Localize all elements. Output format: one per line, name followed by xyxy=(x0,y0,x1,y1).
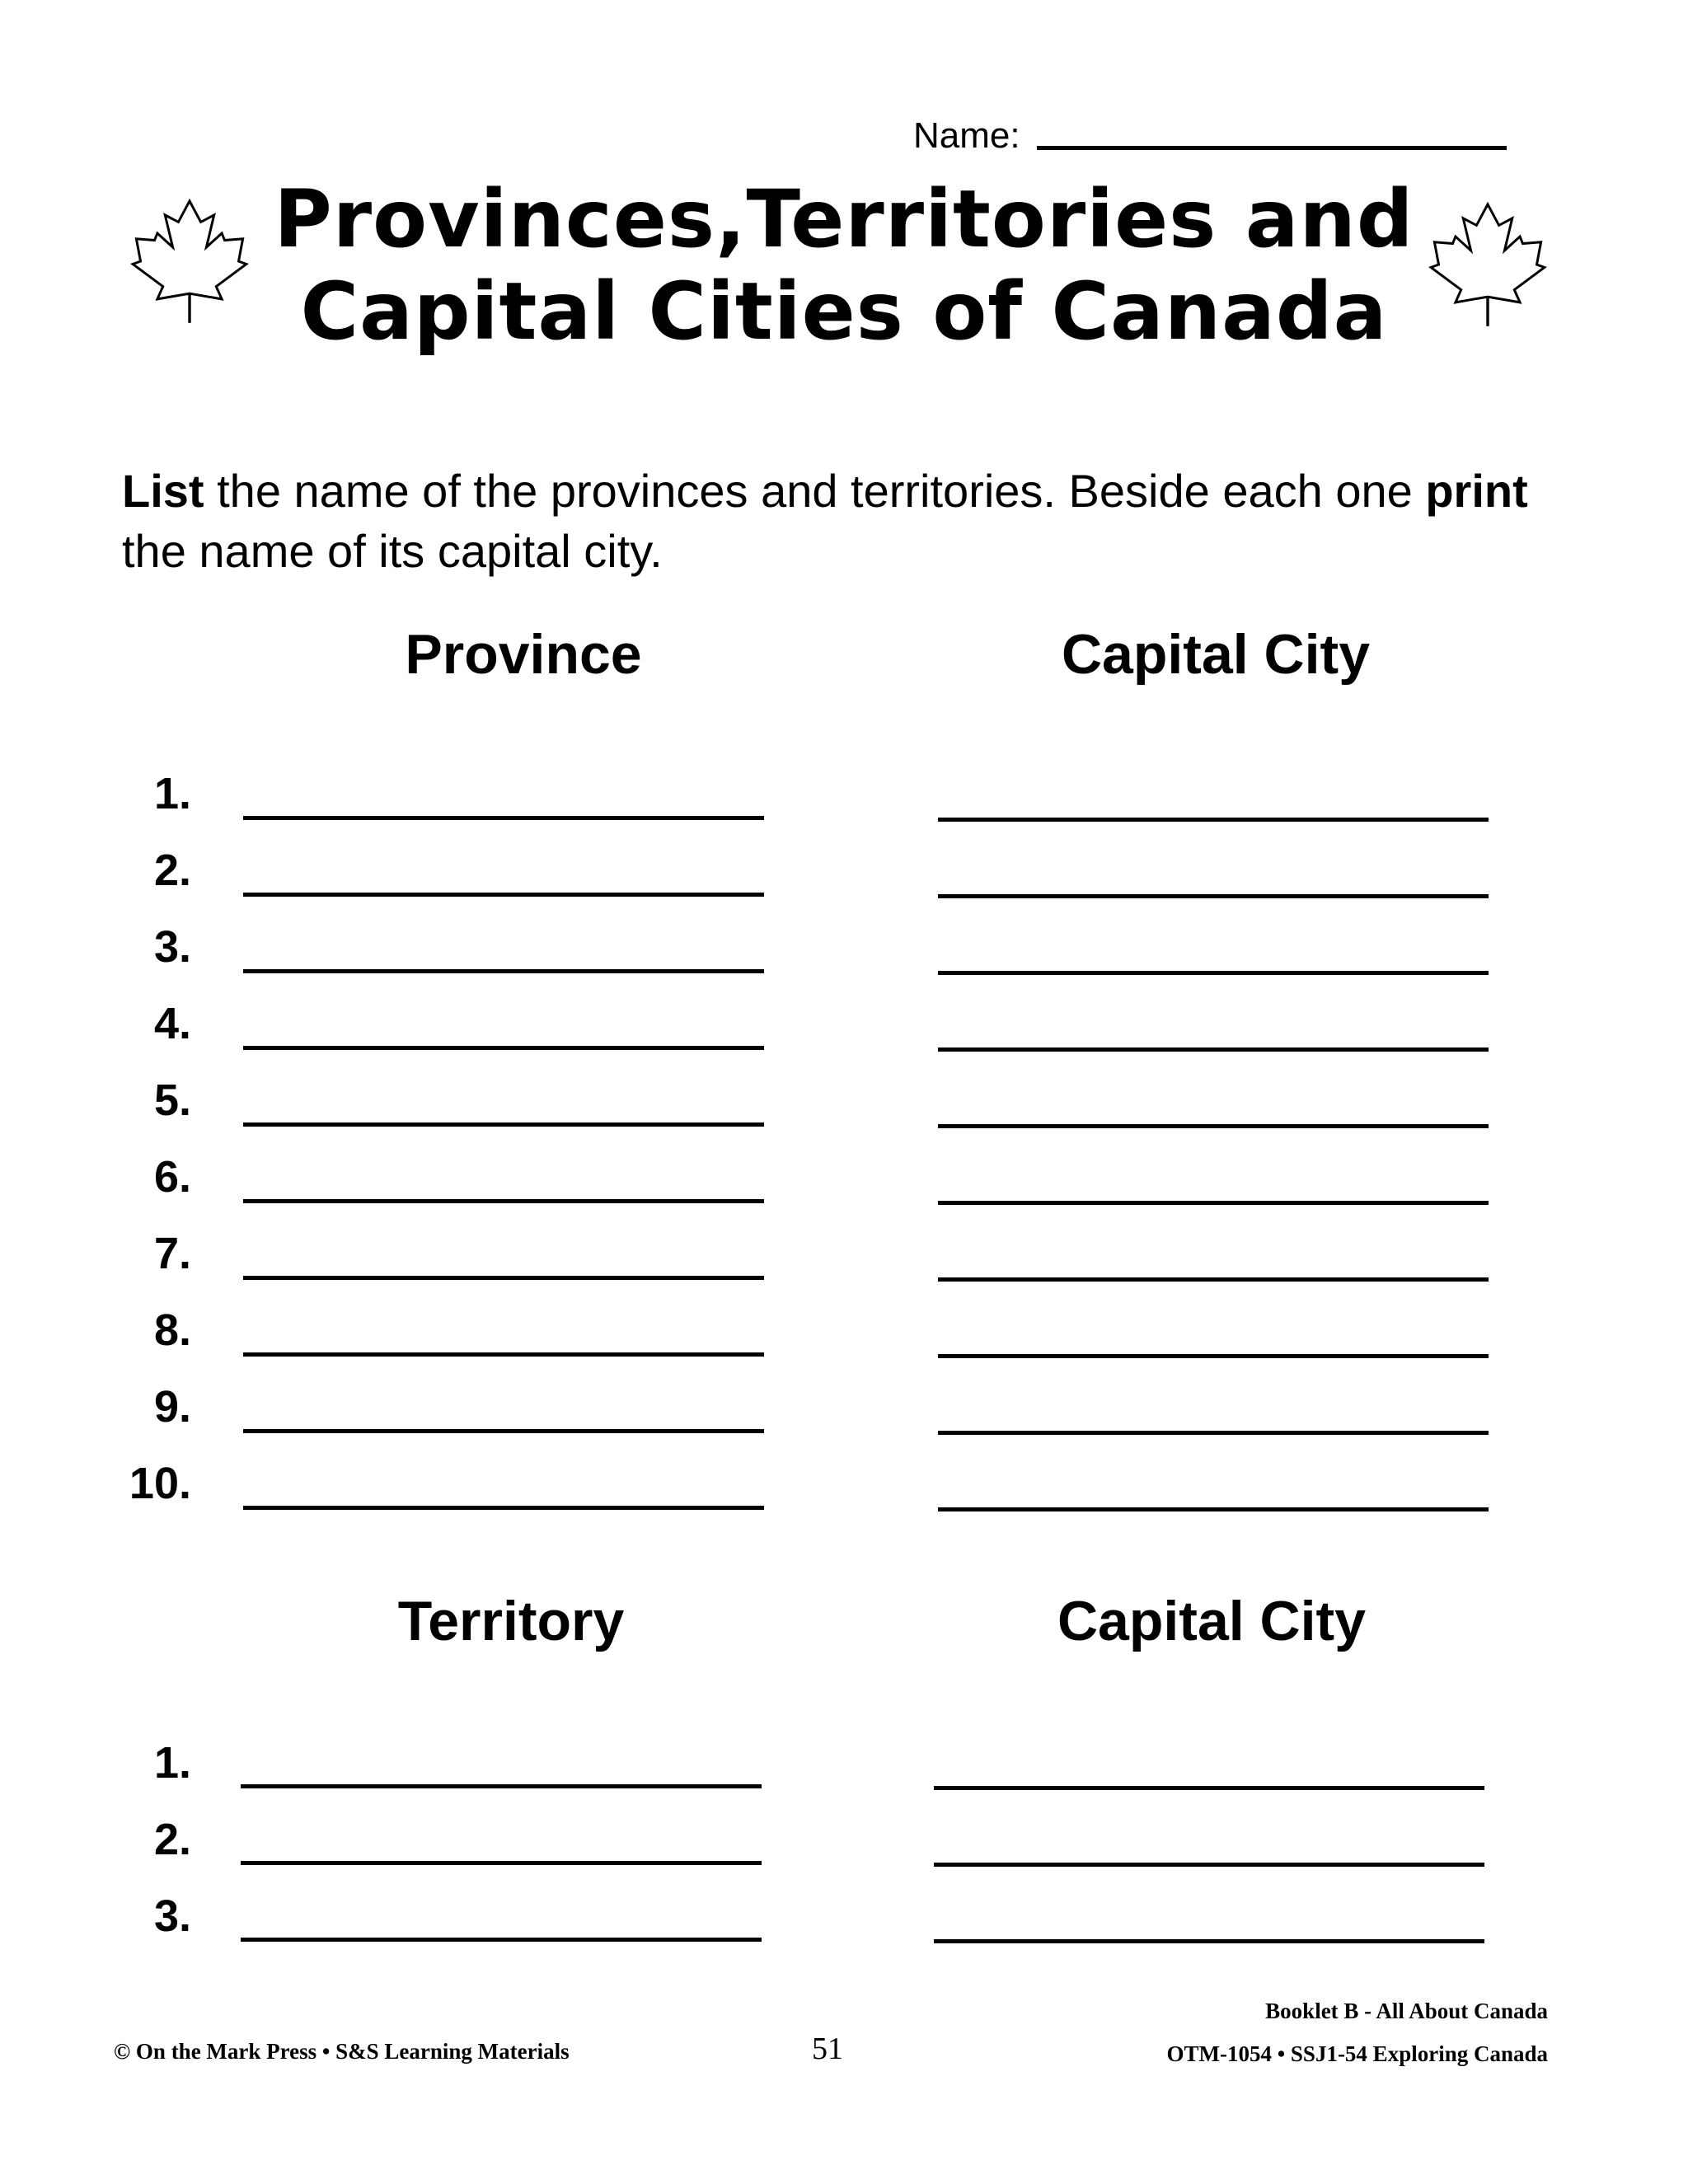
territory-capital-blank-1[interactable] xyxy=(934,1786,1484,1790)
territory-blank-1[interactable] xyxy=(241,1784,762,1788)
list-item xyxy=(101,768,191,819)
instruction-verb-list: List xyxy=(122,465,204,517)
instruction-verb-print: print xyxy=(1425,465,1528,517)
name-label: Name: xyxy=(913,115,1020,156)
row-number: 6. xyxy=(153,1152,191,1202)
territory-capital-blank-3[interactable] xyxy=(934,1939,1484,1943)
province-capital-blank-1[interactable] xyxy=(938,818,1489,822)
province-capital-blank-10[interactable] xyxy=(938,1507,1489,1511)
page-number: 51 xyxy=(812,2032,843,2066)
name-input-line[interactable] xyxy=(1037,146,1507,150)
list-item xyxy=(101,845,191,896)
province-blank-6[interactable] xyxy=(243,1199,764,1203)
row-number: 5. xyxy=(153,1076,191,1125)
territory-capital-column-heading: Capital City xyxy=(1057,1590,1367,1652)
row-number: 7. xyxy=(153,1229,191,1278)
instruction-text-1: the name of the provinces and territories. Beside each one xyxy=(204,465,1426,517)
row-number: 10. xyxy=(129,1459,191,1508)
territory-blank-3[interactable] xyxy=(241,1938,762,1942)
list-item xyxy=(101,1891,191,1942)
province-blank-10[interactable] xyxy=(243,1506,764,1510)
row-number: 3. xyxy=(153,1891,191,1941)
list-item xyxy=(101,1458,191,1509)
list-item xyxy=(101,1075,191,1126)
footer-booklet: Booklet B - All About Canada xyxy=(1265,1999,1548,2023)
row-number: 2. xyxy=(153,1815,191,1864)
footer-product-code: OTM-1054 • SSJ1-54 Exploring Canada xyxy=(1166,2041,1548,2066)
territory-blank-2[interactable] xyxy=(241,1861,762,1865)
province-capital-column-heading: Capital City xyxy=(1061,623,1371,686)
province-capital-blank-6[interactable] xyxy=(938,1201,1489,1205)
province-capital-blank-3[interactable] xyxy=(938,971,1489,975)
province-capital-blank-8[interactable] xyxy=(938,1354,1489,1358)
row-number: 3. xyxy=(153,922,191,972)
list-item xyxy=(101,1305,191,1356)
list-item xyxy=(101,998,191,1049)
page-title xyxy=(0,173,1688,359)
title-line-1: Provinces,Territories and xyxy=(274,173,1414,265)
list-item xyxy=(101,921,191,972)
province-blank-9[interactable] xyxy=(243,1429,764,1433)
province-blank-5[interactable] xyxy=(243,1122,764,1127)
instruction-text-2: the name of its capital city. xyxy=(122,524,663,577)
province-blank-4[interactable] xyxy=(243,1046,764,1050)
territory-capital-blank-2[interactable] xyxy=(934,1863,1484,1867)
province-capital-blank-4[interactable] xyxy=(938,1047,1489,1052)
province-capital-blank-9[interactable] xyxy=(938,1431,1489,1435)
title-line-2: Capital Cities of Canada xyxy=(300,265,1388,359)
list-item xyxy=(101,1228,191,1279)
list-item xyxy=(101,1737,191,1788)
footer-copyright: © On the Mark Press • S&S Learning Materials xyxy=(114,2039,570,2064)
province-blank-3[interactable] xyxy=(243,969,764,973)
row-number: 9. xyxy=(153,1382,191,1432)
province-capital-blank-2[interactable] xyxy=(938,894,1489,898)
list-item xyxy=(101,1814,191,1865)
instructions xyxy=(122,462,1573,582)
row-number: 2. xyxy=(153,846,191,895)
list-item xyxy=(101,1151,191,1202)
province-blank-1[interactable] xyxy=(243,816,764,820)
territory-column-heading: Territory xyxy=(397,1590,625,1652)
province-blank-2[interactable] xyxy=(243,893,764,897)
province-capital-blank-5[interactable] xyxy=(938,1124,1489,1128)
name-field-row xyxy=(913,115,1507,157)
province-blank-7[interactable] xyxy=(243,1276,764,1280)
province-blank-8[interactable] xyxy=(243,1352,764,1357)
row-number: 1. xyxy=(153,769,191,818)
row-number: 4. xyxy=(153,999,191,1048)
row-number: 8. xyxy=(153,1305,191,1355)
province-capital-blank-7[interactable] xyxy=(938,1277,1489,1282)
row-number: 1. xyxy=(153,1738,191,1788)
province-column-heading: Province xyxy=(405,623,642,686)
list-item xyxy=(101,1381,191,1432)
